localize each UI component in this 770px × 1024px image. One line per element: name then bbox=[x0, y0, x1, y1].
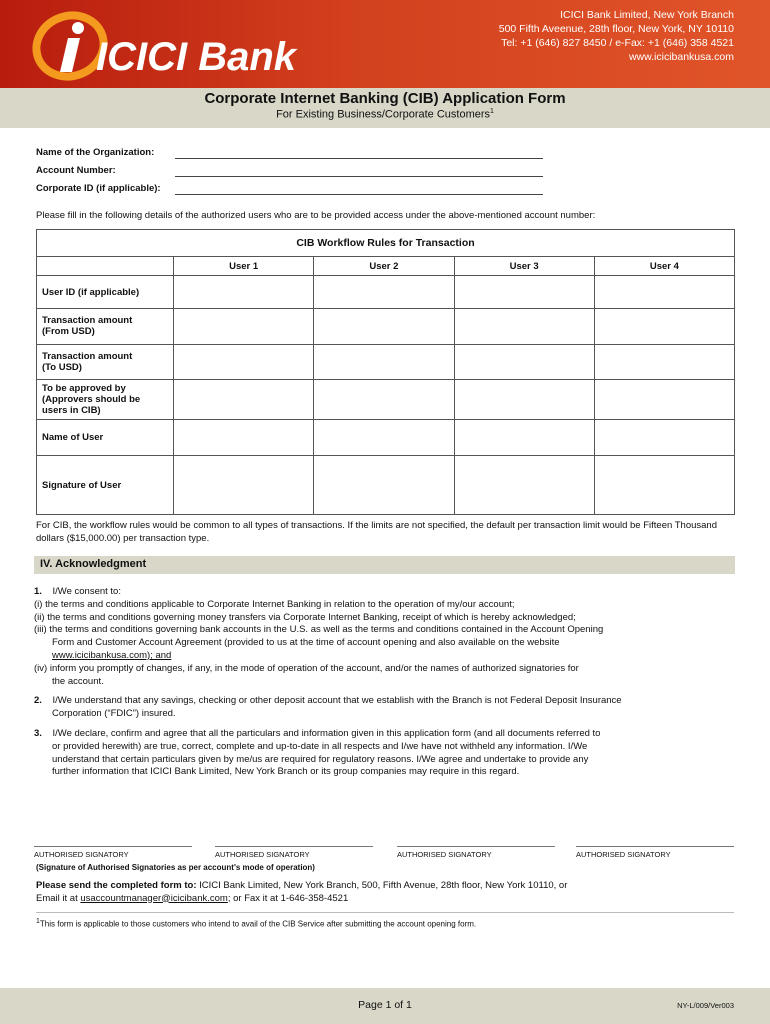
address-line: ICICI Bank Limited, New York Branch bbox=[560, 9, 734, 21]
account-number-field[interactable] bbox=[175, 176, 543, 177]
row-label: Transaction amount (From USD) bbox=[37, 308, 174, 344]
form-title: Corporate Internet Banking (CIB) Application Form bbox=[204, 90, 566, 107]
user-cell[interactable] bbox=[454, 276, 594, 308]
form-code: NY-L/009/Ver003 bbox=[677, 1001, 734, 1010]
user-cell[interactable] bbox=[594, 419, 734, 455]
list-item: Form and Customer Account Agreement (provided to us at the time of account opening and also available on the website bbox=[52, 637, 560, 649]
user-header: User 4 bbox=[594, 257, 734, 276]
signatory-line[interactable]: AUTHORISED SIGNATORY bbox=[576, 846, 734, 859]
row-label: User ID (if applicable) bbox=[37, 276, 174, 308]
list-item: Corporation (“FDIC”) insured. bbox=[52, 708, 176, 720]
signatory-line[interactable]: AUTHORISED SIGNATORY bbox=[34, 846, 192, 859]
user-cell[interactable] bbox=[454, 379, 594, 419]
user-cell[interactable] bbox=[174, 419, 314, 455]
send-instructions: Please send the completed form to: ICICI Bank Limited, New York Branch, 500, Fifth Avenue, 28th floor, New York 10110, or Email it at usaccountmanager@icicibank.com; or Fax it at 1-646-358-4521 bbox=[36, 880, 568, 904]
website[interactable]: www.icicibankusa.com bbox=[628, 51, 734, 63]
form-subtitle: For Existing Business/Corporate Customers$^1$ bbox=[276, 108, 494, 121]
user-cell[interactable] bbox=[174, 276, 314, 308]
table-row bbox=[37, 379, 735, 419]
list-item: or provided herewith) are true, correct, complete and up-to-date in all respects and I/we have not withheld any information. I/We bbox=[52, 740, 588, 752]
workflow-table bbox=[36, 229, 735, 515]
signature-cell[interactable] bbox=[314, 456, 454, 515]
corporate-id-label: Corporate ID (if applicable): bbox=[36, 183, 161, 194]
page-number: Page 1 of 1 bbox=[358, 999, 412, 1011]
logo-text: ICICI Bank bbox=[96, 35, 297, 79]
list-item: (ii) the terms and conditions governing money transfers via Corporate Internet Banking, receipt of which is hereby acknowledged; bbox=[34, 611, 576, 623]
user-cell[interactable] bbox=[314, 345, 454, 379]
user-cell[interactable] bbox=[454, 419, 594, 455]
list-item: further information that ICICI Bank Limited, New York Branch or its group companies may require in this regard. bbox=[52, 766, 520, 778]
user-header: User 1 bbox=[174, 257, 314, 276]
list-item: (iv) inform you promptly of changes, if any, in the mode of operation of the account, and/or the names of authorized signatories for bbox=[34, 662, 579, 674]
row-label: Transaction amount (To USD) bbox=[37, 345, 174, 379]
address-line: 500 Fifth Aveenue, 28th floor, New York, NY 10110 bbox=[498, 23, 734, 35]
organization-name-field[interactable] bbox=[175, 158, 543, 159]
user-header: User 2 bbox=[314, 257, 454, 276]
row-label: Name of User bbox=[37, 419, 174, 455]
organization-name-label: Name of the Organization: bbox=[36, 147, 155, 158]
signatory-line[interactable]: AUTHORISED SIGNATORY bbox=[397, 846, 555, 859]
list-item: (iii) the terms and conditions governing bank accounts in the U.S. as well as the terms and conditions contained in the Account Opening bbox=[34, 624, 604, 636]
list-item: 1. I/We consent to: bbox=[34, 586, 121, 597]
user-cell[interactable] bbox=[174, 308, 314, 344]
table-row bbox=[37, 345, 735, 379]
signature-cell[interactable] bbox=[174, 456, 314, 515]
user-cell[interactable] bbox=[594, 308, 734, 344]
signatory-line[interactable]: AUTHORISED SIGNATORY bbox=[215, 846, 373, 859]
user-cell[interactable] bbox=[594, 276, 734, 308]
icici-bank-logo bbox=[30, 8, 360, 82]
table-row bbox=[37, 456, 735, 515]
user-cell[interactable] bbox=[454, 308, 594, 344]
user-cell[interactable] bbox=[594, 345, 734, 379]
row-label: Signature of User bbox=[37, 456, 174, 515]
signature-cell[interactable] bbox=[594, 456, 734, 515]
website-link: www.icicibankusa.com); and bbox=[52, 649, 172, 661]
acknowledgment-heading: IV. Acknowledgment bbox=[40, 558, 147, 570]
email-link[interactable]: usaccountmanager@icicibank.com bbox=[80, 892, 228, 904]
signature-cell[interactable] bbox=[454, 456, 594, 515]
table-corner bbox=[37, 257, 174, 276]
user-cell[interactable] bbox=[314, 308, 454, 344]
table-row bbox=[37, 276, 735, 308]
acknowledgment-list bbox=[34, 586, 734, 779]
table-row bbox=[37, 308, 735, 344]
account-number-label: Account Number: bbox=[36, 165, 116, 176]
user-cell[interactable] bbox=[174, 379, 314, 419]
row-label: To be approved by (Approvers should be users in CIB) bbox=[37, 379, 174, 419]
address-line: Tel: +1 (646) 827 8450 / e-Fax: +1 (646) 358 4521 bbox=[501, 37, 734, 49]
table-caption: CIB Workflow Rules for Transaction bbox=[37, 230, 735, 257]
instruction-text: Please fill in the following details of the authorized users who are to be provided access under the above-mentioned account number: bbox=[36, 210, 596, 221]
user-cell[interactable] bbox=[314, 276, 454, 308]
footnote-mark: 1 bbox=[490, 108, 494, 115]
list-item: the account. bbox=[52, 675, 104, 687]
user-cell[interactable] bbox=[314, 379, 454, 419]
divider bbox=[36, 912, 734, 913]
branch-address bbox=[499, 8, 734, 64]
list-item: (i) the terms and conditions applicable to Corporate Internet Banking in relation to the operation of my/our account; bbox=[34, 598, 515, 610]
user-cell[interactable] bbox=[594, 379, 734, 419]
user-cell[interactable] bbox=[454, 345, 594, 379]
list-item: 2. I/We understand that any savings, checking or other deposit account that we establish with the Branch is not Federal Deposit Insurance bbox=[34, 695, 622, 707]
user-header: User 3 bbox=[454, 257, 594, 276]
workflow-note: For CIB, the workflow rules would be common to all types of transactions. If the limits are not specified, the default per transaction limit would be Fifteen Thousand dollars ($15,000.00) per transaction type. bbox=[36, 520, 717, 544]
user-cell[interactable] bbox=[314, 419, 454, 455]
footnote: $^1$This form is applicable to those customers who intend to avail of the CIB Service after submitting the account opening form. bbox=[36, 918, 477, 929]
list-item: understand that certain particulars given by me/us are required for regulatory reasons. I/We agree and undertake to provide any bbox=[52, 753, 589, 765]
user-cell[interactable] bbox=[174, 345, 314, 379]
corporate-id-field[interactable] bbox=[175, 194, 543, 195]
signatory-note: (Signature of Authorised Signatories as per account's mode of operation) bbox=[36, 863, 315, 872]
table-row bbox=[37, 419, 735, 455]
list-item: 3. I/We declare, confirm and agree that all the particulars and information given in this application form (and all documents referred to bbox=[34, 727, 601, 739]
